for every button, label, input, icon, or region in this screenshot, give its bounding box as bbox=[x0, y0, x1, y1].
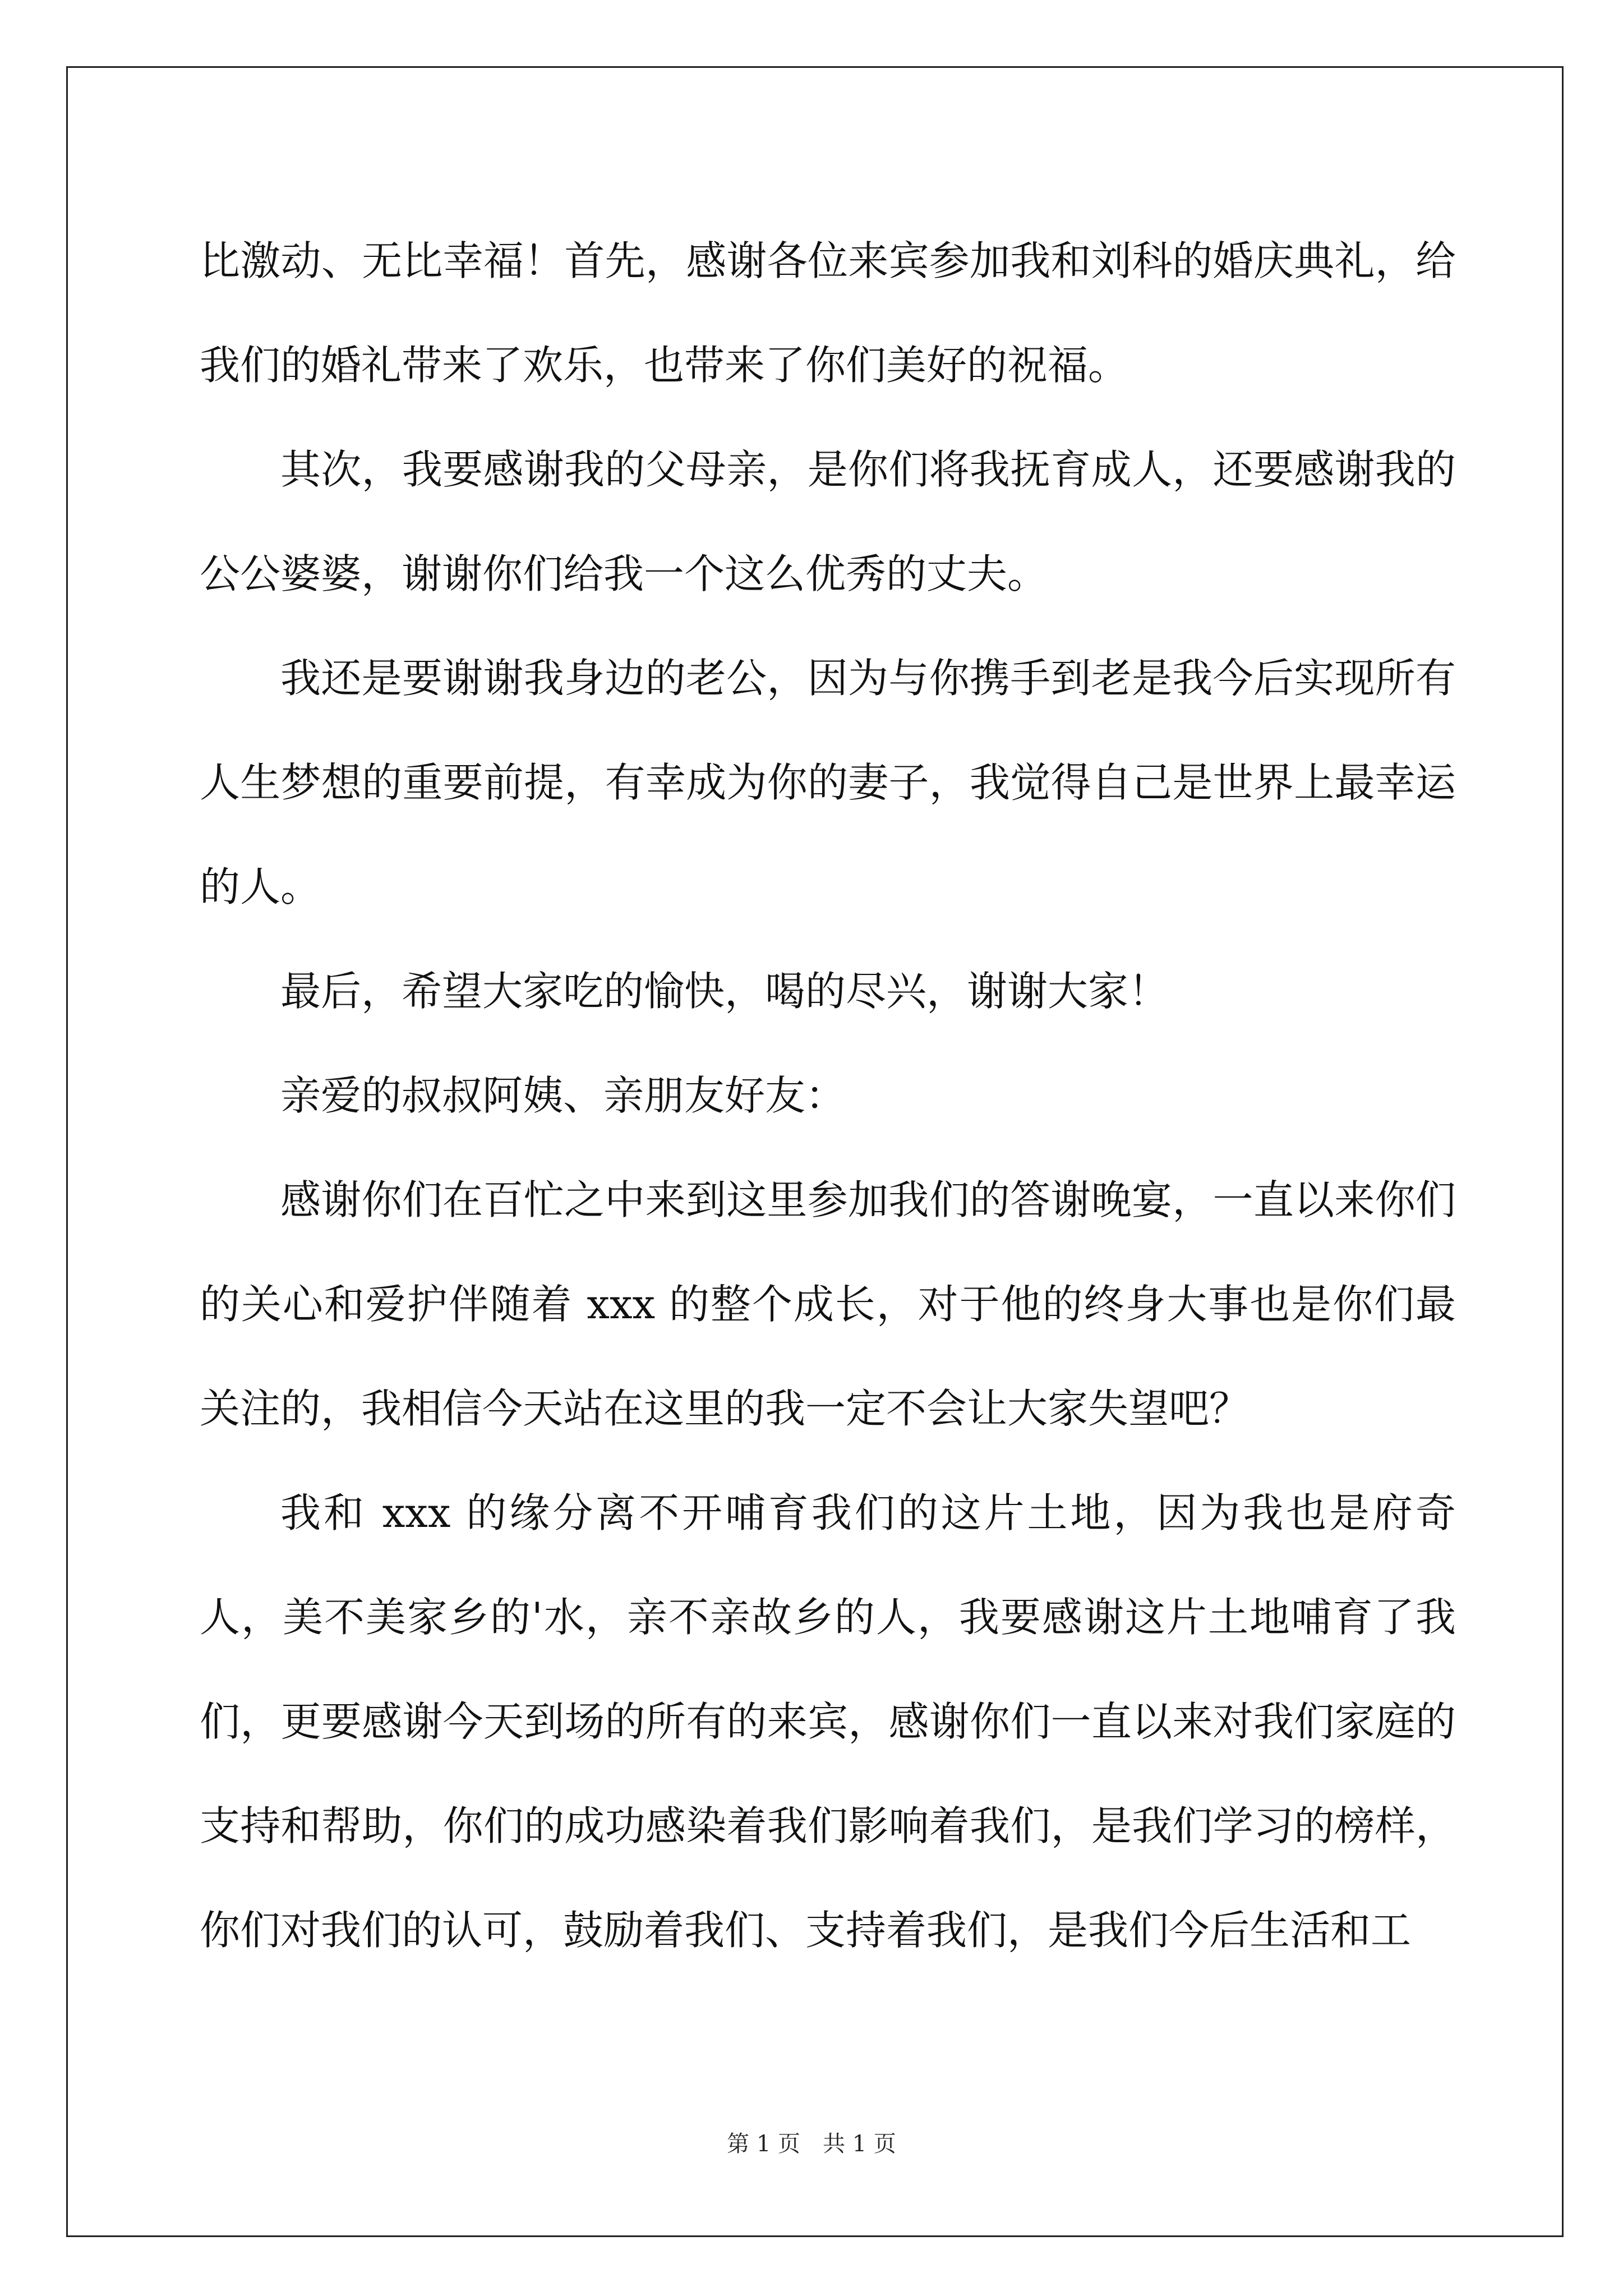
page-footer bbox=[0, 2126, 1623, 2158]
paragraph-7: 我和 xxx 的缘分离不开哺育我们的这片土地，因为我也是府奇人，美不美家乡的'水，亲不亲故乡的人，我要感谢这片土地哺育了我们，更要感谢今天到场的所有的来宾，感谢你们一直以来对我们家庭的支持和帮助，你们的成功感染着我们影响着我们，是我们学习的榜样，你们对我们的认可，鼓励着我们、支持着我们，是我们今后生活和工 bbox=[200, 1489, 1456, 1954]
paragraph-2: 其次，我要感谢我的父母亲，是你们将我抚育成人，还要感谢我的公公婆婆，谢谢你们给我一个这么优秀的丈夫。 bbox=[200, 446, 1456, 597]
paragraph-6: 感谢你们在百忙之中来到这里参加我们的答谢晚宴，一直以来你们的关心和爱护伴随着 xxx 的整个成长，对于他的终身大事也是你们最关注的，我相信今天站在这里的我一定不会让大家失望吧？ bbox=[200, 1176, 1456, 1432]
paragraph-5: 亲爱的叔叔阿姨、亲朋友好友： bbox=[280, 1072, 846, 1119]
document-body bbox=[200, 209, 1456, 1982]
paragraph-3: 我还是要谢谢我身边的老公，因为与你携手到老是我今后实现所有人生梦想的重要前提，有幸成为你的妻子，我觉得自己是世界上最幸运的人。 bbox=[200, 655, 1456, 910]
page-total: 共 1 页 bbox=[823, 2131, 896, 2157]
paragraph-1: 比激动、无比幸福！首先，感谢各位来宾参加我和刘科的婚庆典礼，给我们的婚礼带来了欢乐，也带来了你们美好的祝福。 bbox=[200, 237, 1456, 389]
page-number: 第 1 页 bbox=[727, 2131, 800, 2157]
paragraph-4: 最后，希望大家吃的愉快，喝的尽兴，谢谢大家！ bbox=[280, 968, 1169, 1015]
